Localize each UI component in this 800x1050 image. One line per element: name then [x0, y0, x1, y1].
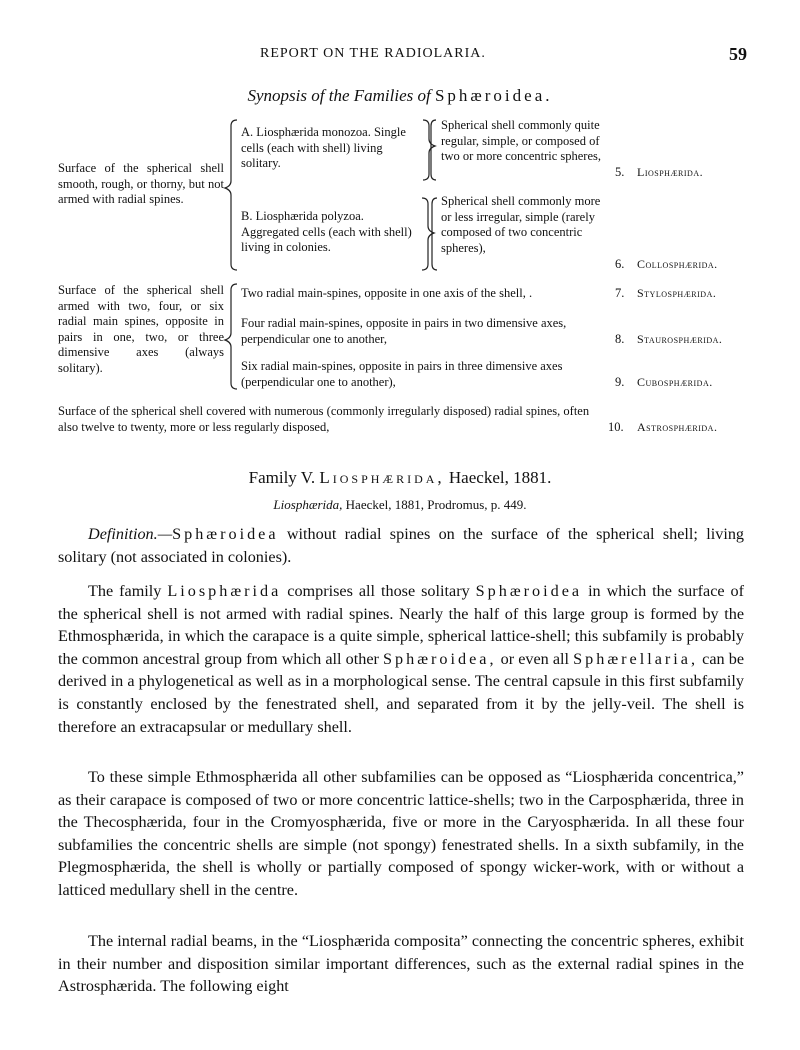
p1-taxon-3: Sphæroidea, — [383, 649, 497, 668]
group2-row7-text: Two radial main-spines, opposite in one axis of the shell, . — [241, 286, 533, 300]
family-title — [0, 468, 800, 488]
group1-a-text: A. Liosphærida monozoa. Single cells (each with shell) living solitary. — [241, 125, 406, 170]
row8-family: Staurosphærida. — [637, 332, 723, 346]
group1-left-text: Surface of the spherical shell smooth, rough, or thorny, but not armed with radial spines. — [58, 161, 224, 206]
p1-e: can be derived in a phylogenetical as well as in a morphological sense. The central capsule in this first subfamily is constantly enclosed by the fenestrated shell, and separated from it by the jelly-veil. The shell is therefore an extracapsular or medullary shell. — [58, 649, 745, 736]
definition-paragraph — [58, 523, 744, 568]
family-citation — [0, 497, 800, 513]
group2-row8-text: Four radial main-spines, opposite in pairs in two dimensive axes, perpendicular one to another, — [241, 316, 567, 346]
paragraph-1 — [58, 580, 744, 738]
family-title-name: Liosphærida, — [319, 468, 445, 487]
group3-text: Surface of the spherical shell covered with numerous (commonly irregularly disposed) radial spines, often also twelve to twenty, more or less regularly disposed, — [58, 404, 590, 434]
row5-family: Liosphærida. — [637, 165, 704, 179]
brace-group1-left — [225, 120, 237, 270]
brace-group2-left — [225, 284, 237, 389]
row9-family: Cubosphærida. — [637, 375, 713, 389]
group1-b-desc: Spherical shell commonly more or less irregular, simple (rarely composed of two concentric spheres), — [441, 194, 601, 255]
row8-number: 8. — [615, 332, 625, 346]
p1-d: or even all — [500, 649, 570, 668]
paragraph-3 — [58, 930, 744, 998]
group1-b-text: B. Liosphærida polyzoa. Aggregated cells (each with shell) living in colonies. — [241, 209, 412, 254]
group2-left-text: Surface of the spherical shell armed with two, four, or six radial main spines, opposite in pairs in one, two, or three dimensive axes (always solitary). — [58, 283, 224, 375]
definition-taxon: Sphæroidea — [172, 525, 279, 543]
p1-taxon-1: Liosphærida — [167, 582, 282, 600]
definition-label: Definition.— — [88, 525, 173, 543]
p2-text: To these simple Ethmosphærida all other subfamilies can be opposed as “Liosphærida concentrica,” as their carapace is composed of two or more concentric lattice-shells; two in the Carposphærida, three in the Thecosphærida, four in the Cromyosphærida, five or more in the Caryosphærida. In all these four subfamilies the concentric shells are simple (not spongy) fenestrated shells. In a sixth subfamily, in the Plegmosphærida, the shell is wholly or partially composed of spongy wicker-work, with or without a latticed medullary shell in the centre. — [58, 768, 744, 899]
row6-family: Collosphærida. — [637, 257, 718, 271]
row10-number: 10. — [608, 420, 624, 434]
brace-a-desc-left — [431, 120, 436, 180]
p1-taxon-4: Sphærellaria, — [573, 649, 699, 668]
row5-number: 5. — [615, 165, 625, 179]
definition-text: without radial spines on the surface of the spherical shell; living solitary (not associated in colonies). — [58, 525, 745, 566]
p3-text: The internal radial beams, in the “Liosphærida composita” connecting the concentric spheres, exhibit in their number and disposition similar important differences, such as the external radial spines in the Astrosphærida. The following eight — [58, 932, 744, 996]
paragraph-2 — [58, 766, 744, 902]
brace-a-right — [423, 120, 435, 180]
row10-family: Astrosphærida. — [637, 420, 718, 434]
synopsis-title-prefix: Synopsis of the Families of — [247, 86, 431, 105]
row7-family: Stylosphærida. — [637, 286, 717, 300]
p1-c: in which the surface of the spherical shell is not armed with radial spines. Nearly the half of this large group is formed by the Ethmosphærida, in which the carapace is a quite simple, spherical lattice-shell; this subfamily is probably the common ancestral group from which all other — [58, 582, 745, 668]
family-title-prefix: Family V. — [248, 468, 316, 487]
group1-a-desc: Spherical shell commonly quite regular, simple, or composed of two or more concentric spheres, — [441, 118, 602, 163]
citation-genus: Liosphærida, — [273, 497, 343, 512]
p1-a: The family — [88, 582, 162, 600]
citation-rest: Haeckel, 1881, Prodromus, p. 449. — [345, 497, 527, 512]
page-number: 59 — [729, 44, 747, 64]
synopsis-title-taxon: Sphæroidea. — [434, 86, 553, 105]
family-title-suffix: Haeckel, 1881. — [448, 468, 552, 487]
row6-number: 6. — [615, 257, 625, 271]
group2-row9-text: Six radial main-spines, opposite in pairs in three dimensive axes (perpendicular one to another), — [241, 359, 563, 389]
p1-taxon-2: Sphæroidea — [475, 582, 583, 600]
p1-b: comprises all those solitary — [287, 582, 470, 600]
running-title: REPORT ON THE RADIOLARIA. — [260, 46, 486, 61]
row9-number: 9. — [615, 375, 625, 389]
row7-number: 7. — [615, 286, 625, 300]
